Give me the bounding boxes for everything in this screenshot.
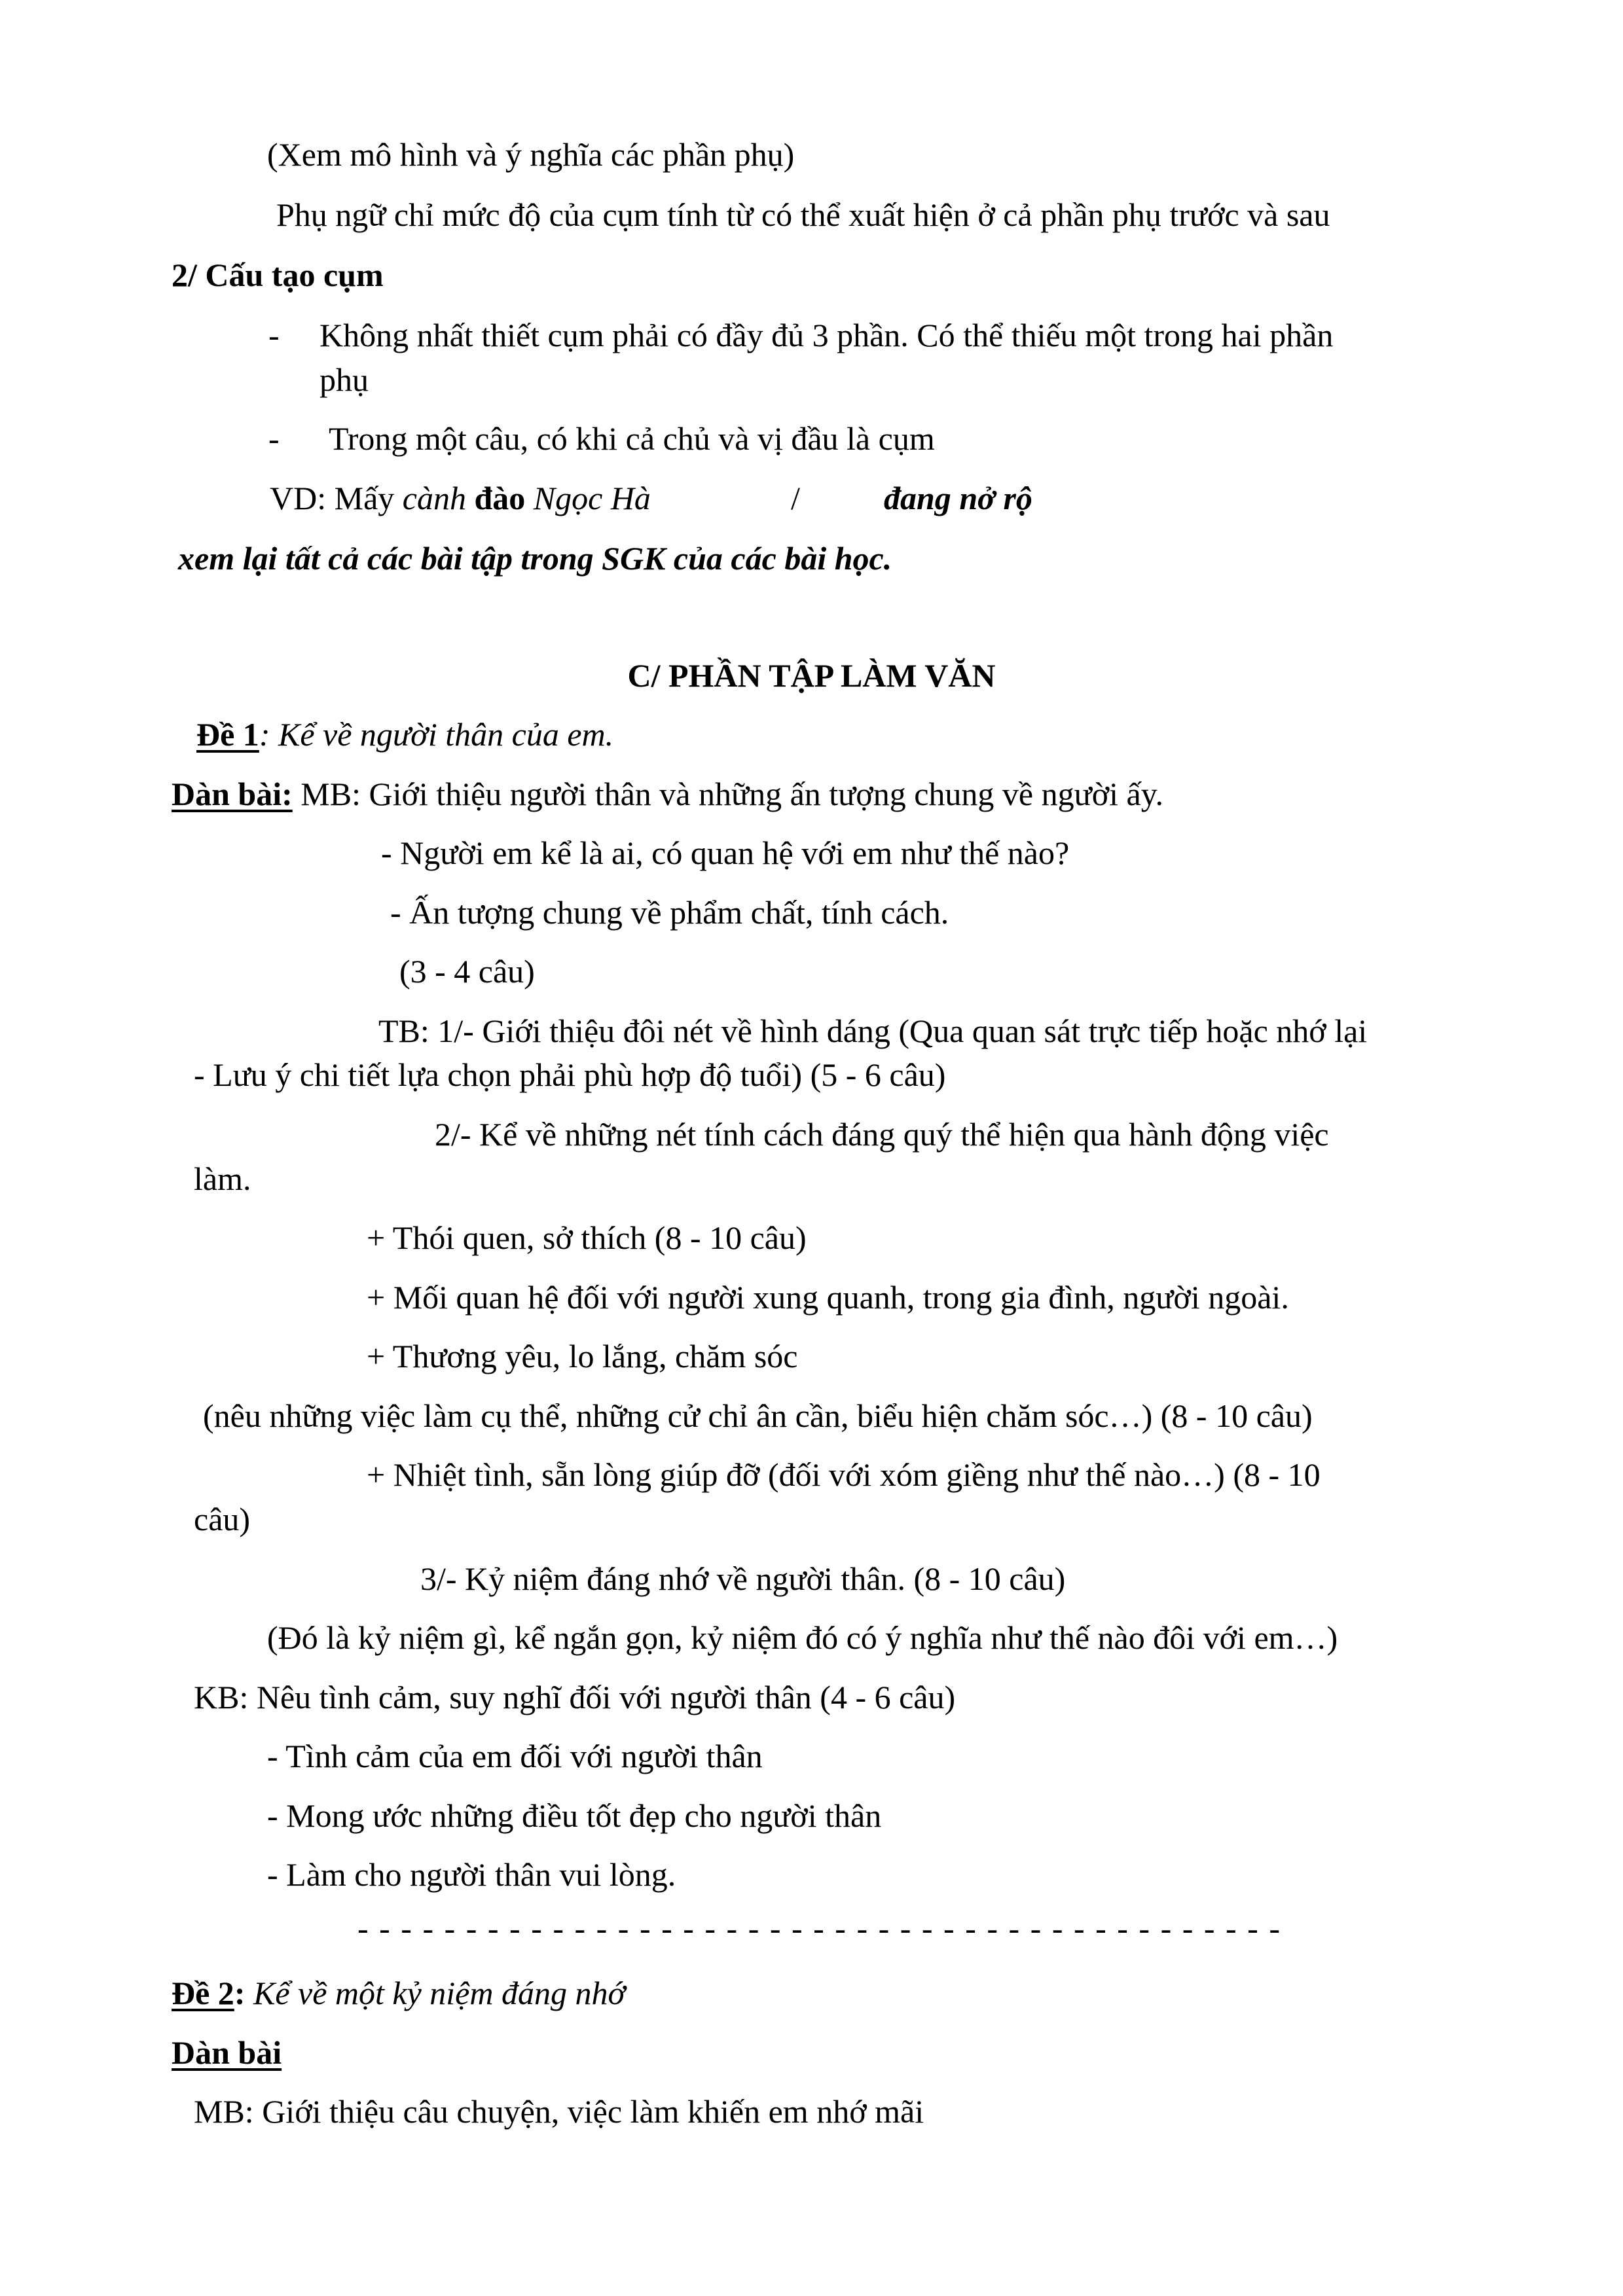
de2-topic: Kể về một kỷ niệm đáng nhớ bbox=[245, 1975, 626, 2011]
review-exercises-note: xem lại tất cả các bài tập trong SGK của các bài học. bbox=[178, 540, 892, 577]
bullet-marker: - bbox=[268, 420, 280, 457]
de1-outline-mb bbox=[172, 776, 1163, 814]
example-word-ngoc-ha: Ngọc Hà bbox=[525, 480, 651, 516]
tb-memory: 3/- Kỷ niệm đáng nhớ về người thân. (8 - 10 câu) bbox=[420, 1560, 1066, 1597]
bullet-text-subject-predicate: Trong một câu, có khi cả chủ và vị đầu là cụm bbox=[329, 420, 935, 457]
de2-label: Đề 2 bbox=[172, 1975, 234, 2011]
part-c-title: C/ PHẦN TẬP LÀM VĂN bbox=[627, 657, 996, 694]
tb-appearance: TB: 1/- Giới thiệu đôi nét về hình dáng (Qua quan sát trực tiếp hoặc nhớ lại bbox=[378, 1013, 1368, 1049]
example-prefix: VD: Mấy bbox=[270, 480, 403, 516]
example-word-no-ro: nở rộ bbox=[951, 480, 1032, 516]
de2-outline-label: Dàn bài bbox=[172, 2034, 282, 2071]
section-heading-structure: 2/ Cấu tạo cụm bbox=[172, 257, 384, 293]
tb-relationships: + Mối quan hệ đối với người xung quanh, trong gia đình, người ngoài. bbox=[367, 1279, 1289, 1316]
de2-mb-intro: MB: Giới thiệu câu chuyện, việc làm khiến em nhớ mãi bbox=[194, 2093, 924, 2130]
tb-love-care-detail: (nêu những việc làm cụ thể, những cử chỉ ân cần, biểu hiện chăm sóc…) (8 - 10 câu) bbox=[203, 1397, 1313, 1434]
outline-label: Dàn bài: bbox=[172, 776, 293, 812]
de2-colon: : bbox=[234, 1975, 246, 2011]
example-predicate bbox=[884, 480, 1032, 518]
bullet-marker: - bbox=[268, 317, 280, 353]
tb-memory-detail: (Đó là kỷ niệm gì, kể ngắn gọn, kỷ niệm đó có ý nghĩa như thế nào đôi với em…) bbox=[267, 1619, 1338, 1656]
example-slash: / bbox=[791, 480, 800, 516]
de1-label: Đề 1 bbox=[196, 716, 259, 753]
example-word-dang: đang bbox=[884, 480, 951, 516]
text-line-modifier-note: Phụ ngữ chỉ mức độ của cụm tính từ có thể xuất hiện ở cả phần phụ trước và sau bbox=[276, 196, 1330, 233]
tb-character: 2/- Kể về những nét tính cách đáng quý thể hiện qua hành động việc bbox=[435, 1116, 1329, 1153]
de1-topic: : Kể về người thân của em. bbox=[259, 716, 614, 753]
example-word-canh: cành bbox=[402, 480, 466, 516]
example-line bbox=[270, 480, 651, 518]
kb-point-feelings: - Tình cảm của em đối với người thân bbox=[267, 1738, 763, 1774]
tb-appearance-cont: - Lưu ý chi tiết lựa chọn phải phù hợp độ tuổi) (5 - 6 câu) bbox=[194, 1056, 946, 1093]
text-line-model-note: (Xem mô hình và ý nghĩa các phần phụ) bbox=[267, 136, 795, 173]
mb-point-who: - Người em kể là ai, có quan hệ với em như thế nào? bbox=[381, 834, 1070, 871]
example-word-dao: đào bbox=[465, 480, 526, 516]
mb-sentence-count: (3 - 4 câu) bbox=[399, 953, 535, 990]
tb-habits: + Thói quen, sở thích (8 - 10 câu) bbox=[367, 1219, 807, 1256]
de1-line bbox=[196, 716, 613, 754]
tb-helpful: + Nhiệt tình, sẵn lòng giúp đỡ (đối với xóm giềng như thế nào…) (8 - 10 bbox=[367, 1456, 1321, 1493]
bullet-text-parts-cont: phụ bbox=[319, 361, 369, 398]
tb-helpful-cont: câu) bbox=[194, 1501, 251, 1537]
separator-dashes: - - - - - - - - - - - - - - - - - - - - - - - - - - - - - - - - - - - - - - - - - - - bbox=[357, 1910, 1281, 1946]
tb-character-cont: làm. bbox=[194, 1160, 251, 1197]
kb-conclusion: KB: Nêu tình cảm, suy nghĩ đối với người thân (4 - 6 câu) bbox=[194, 1679, 956, 1715]
mb-point-impression: - Ấn tượng chung về phẩm chất, tính cách. bbox=[390, 894, 949, 931]
kb-point-please: - Làm cho người thân vui lòng. bbox=[267, 1856, 676, 1893]
de2-line bbox=[172, 1975, 625, 2013]
tb-love-care: + Thương yêu, lo lắng, chăm sóc bbox=[367, 1338, 798, 1374]
bullet-text-parts: Không nhất thiết cụm phải có đầy đủ 3 phần. Có thể thiếu một trong hai phần bbox=[319, 317, 1334, 353]
kb-point-wishes: - Mong ước những điều tốt đẹp cho người thân bbox=[267, 1797, 882, 1834]
mb-intro: MB: Giới thiệu người thân và những ấn tượng chung về người ấy. bbox=[292, 776, 1163, 812]
